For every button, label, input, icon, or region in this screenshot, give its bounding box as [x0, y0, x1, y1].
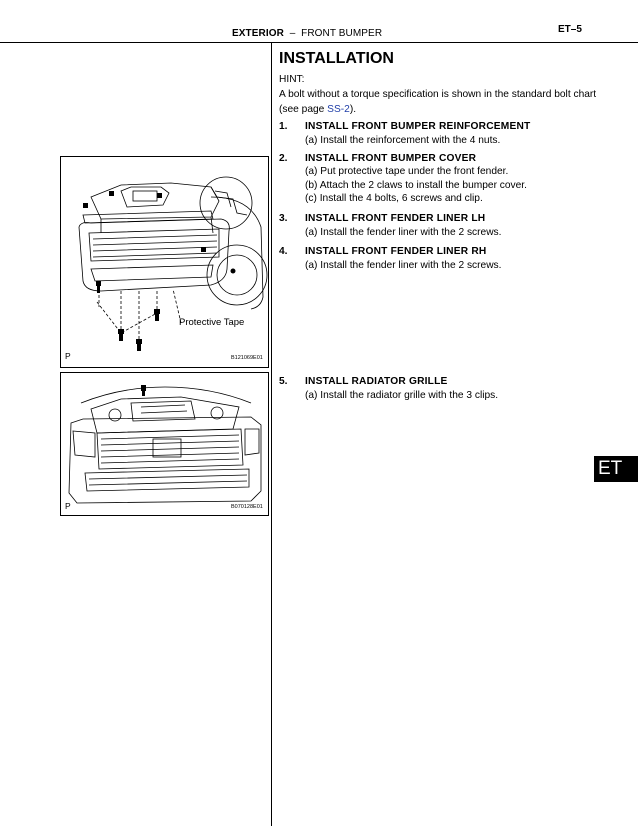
page-reference-link[interactable]: SS-2: [327, 104, 350, 115]
step-number: 4.: [279, 246, 288, 257]
section-title: INSTALLATION: [279, 50, 394, 67]
figure-bumper-installation: [60, 156, 269, 368]
step-number: 2.: [279, 153, 288, 164]
column-divider: [271, 43, 272, 826]
figure-p-label: P: [65, 501, 71, 511]
step-substep: (a) Put protective tape under the front fender.: [305, 166, 509, 177]
step-title: INSTALL FRONT BUMPER COVER: [305, 153, 477, 164]
hint-text: A bolt without a torque specification is shown in the standard bolt chart (see page: [279, 89, 597, 115]
protective-tape-callout: Protective Tape: [179, 317, 245, 328]
step-title: INSTALL FRONT FENDER LINER RH: [305, 246, 487, 257]
figure-radiator-grille: [60, 372, 269, 516]
step-number: 1.: [279, 121, 288, 132]
header-section-name: EXTERIOR: [232, 28, 284, 39]
header-divider: [0, 42, 638, 43]
figure-code: B121069E01: [231, 355, 263, 361]
step-title: INSTALL FRONT BUMPER REINFORCEMENT: [305, 121, 531, 132]
hint-block: [279, 72, 604, 117]
header-separator: –: [289, 28, 296, 39]
figure-p-label: P: [65, 351, 71, 361]
step-number: 5.: [279, 376, 288, 387]
step-title: INSTALL RADIATOR GRILLE: [305, 376, 448, 387]
step-substep: (a) Install the fender liner with the 2 screws.: [305, 227, 502, 238]
hint-label: HINT:: [279, 74, 305, 85]
grille-illustration: [61, 373, 268, 515]
section-tab: ET: [594, 456, 638, 482]
step-substep: (a) Install the radiator grille with the 3 clips.: [305, 390, 499, 401]
page-number: ET–5: [558, 24, 582, 35]
bumper-illustration: [61, 157, 268, 367]
header-subsection-name: FRONT BUMPER: [301, 28, 383, 39]
figure-code: B070128E01: [231, 504, 263, 510]
hint-text-end: ).: [349, 104, 357, 115]
page-header-section: [232, 28, 382, 39]
step-number: 3.: [279, 213, 288, 224]
step-title: INSTALL FRONT FENDER LINER LH: [305, 213, 486, 224]
step-substep: (c) Install the 4 bolts, 6 screws and clip.: [305, 193, 483, 204]
step-substep: (a) Install the reinforcement with the 4 nuts.: [305, 135, 501, 146]
step-substep: (a) Install the fender liner with the 2 screws.: [305, 260, 502, 271]
step-substep: (b) Attach the 2 claws to install the bumper cover.: [305, 180, 527, 191]
